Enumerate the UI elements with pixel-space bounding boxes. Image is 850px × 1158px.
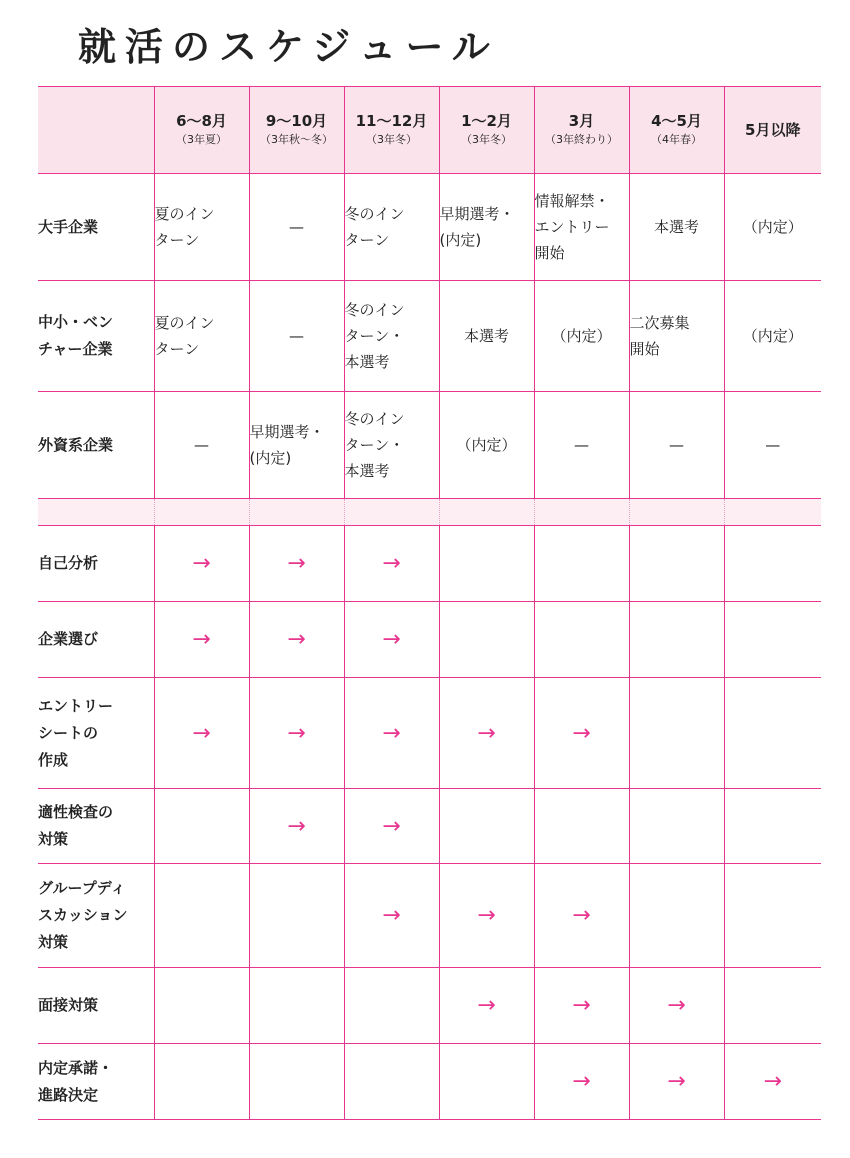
- month-header: 6〜8月 （3年夏）: [154, 87, 249, 174]
- corner-cell: [38, 87, 154, 174]
- company-type-label: 大手企業: [38, 174, 154, 281]
- timeline-cell: [439, 864, 534, 968]
- month-header: 3月 （3年終わり）: [534, 87, 629, 174]
- timeline-cell: [724, 678, 821, 789]
- timeline-cell: [439, 789, 534, 864]
- timeline-cell: [629, 968, 724, 1044]
- timeline-cell: [534, 678, 629, 789]
- schedule-cell: 本選考: [629, 174, 724, 281]
- spacer-row: [38, 499, 821, 526]
- schedule-cell: 夏のイン ターン: [154, 174, 249, 281]
- company-row: [38, 174, 821, 281]
- timeline-cell: [534, 602, 629, 678]
- timeline-cell: [439, 968, 534, 1044]
- timeline-cell: [344, 678, 439, 789]
- timeline-cell: [344, 1044, 439, 1120]
- schedule-cell: 本選考: [439, 281, 534, 392]
- timeline-cell: [154, 968, 249, 1044]
- month-header: 9〜10月 （3年秋〜冬）: [249, 87, 344, 174]
- company-type-label: 外資系企業: [38, 392, 154, 499]
- timeline-cell: [154, 602, 249, 678]
- arrow-right-icon: →: [572, 1069, 591, 1094]
- spacer-cell: [38, 499, 154, 526]
- schedule-cell: （内定）: [724, 281, 821, 392]
- timeline-cell: [154, 864, 249, 968]
- timeline-cell: [344, 526, 439, 602]
- arrow-right-icon: →: [192, 720, 211, 746]
- company-row: [38, 392, 821, 499]
- schedule-cell: —: [629, 392, 724, 499]
- spacer-cell: [629, 499, 724, 526]
- schedule-cell: 早期選考・ (内定): [439, 174, 534, 281]
- timeline-cell: [249, 678, 344, 789]
- timeline-cell: [249, 864, 344, 968]
- timeline-cell: [439, 602, 534, 678]
- timeline-cell: [439, 678, 534, 789]
- timeline-cell: [534, 526, 629, 602]
- arrow-right-icon: →: [572, 993, 591, 1018]
- arrow-right-icon: →: [382, 813, 401, 839]
- spacer-cell: [534, 499, 629, 526]
- schedule-cell: 夏のイン ターン: [154, 281, 249, 392]
- timeline-cell: [249, 526, 344, 602]
- spacer-cell: [249, 499, 344, 526]
- task-label: エントリー シートの 作成: [38, 678, 154, 789]
- timeline-cell: [439, 1044, 534, 1120]
- arrow-right-icon: →: [382, 720, 401, 746]
- timeline-cell: [344, 864, 439, 968]
- timeline-cell: [534, 1044, 629, 1120]
- spacer-cell: [439, 499, 534, 526]
- arrow-right-icon: →: [287, 627, 306, 652]
- arrow-right-icon: →: [382, 627, 401, 652]
- task-label: 企業選び: [38, 602, 154, 678]
- timeline-cell: [534, 789, 629, 864]
- schedule-cell: —: [249, 174, 344, 281]
- arrow-right-icon: →: [572, 903, 591, 928]
- month-header: 4〜5月 （4年春）: [629, 87, 724, 174]
- timeline-cell: [629, 864, 724, 968]
- arrow-right-icon: →: [382, 903, 401, 928]
- spacer-cell: [724, 499, 821, 526]
- timeline-cell: [154, 789, 249, 864]
- timeline-cell: [724, 602, 821, 678]
- timeline-cell: [439, 526, 534, 602]
- schedule-cell: 冬のイン ターン: [344, 174, 439, 281]
- schedule-cell: （内定）: [439, 392, 534, 499]
- schedule-cell: —: [724, 392, 821, 499]
- arrow-right-icon: →: [192, 551, 211, 576]
- arrow-right-icon: →: [477, 720, 496, 746]
- task-row: [38, 678, 821, 789]
- timeline-cell: [629, 678, 724, 789]
- page-title: 就活のスケジュール: [78, 25, 499, 69]
- timeline-cell: [724, 1044, 821, 1120]
- month-header: 1〜2月 （3年冬）: [439, 87, 534, 174]
- task-label: 自己分析: [38, 526, 154, 602]
- arrow-right-icon: →: [572, 720, 591, 746]
- task-row: [38, 1044, 821, 1120]
- schedule-cell: 二次募集 開始: [629, 281, 724, 392]
- timeline-cell: [249, 968, 344, 1044]
- timeline-cell: [249, 789, 344, 864]
- schedule-cell: 冬のイン ターン・ 本選考: [344, 392, 439, 499]
- schedule-cell: —: [154, 392, 249, 499]
- schedule-cell: 早期選考・ (内定): [249, 392, 344, 499]
- schedule-cell: （内定）: [724, 174, 821, 281]
- schedule-cell: 情報解禁・ エントリー 開始: [534, 174, 629, 281]
- timeline-cell: [629, 526, 724, 602]
- timeline-cell: [344, 968, 439, 1044]
- schedule-cell: —: [249, 281, 344, 392]
- task-label: 面接対策: [38, 968, 154, 1044]
- timeline-cell: [629, 1044, 724, 1120]
- schedule-cell: （内定）: [534, 281, 629, 392]
- timeline-cell: [534, 864, 629, 968]
- month-header: 11〜12月 （3年冬）: [344, 87, 439, 174]
- company-type-label: 中小・ベン チャー企業: [38, 281, 154, 392]
- spacer-cell: [154, 499, 249, 526]
- timeline-cell: [629, 602, 724, 678]
- timeline-cell: [629, 789, 724, 864]
- arrow-right-icon: →: [287, 813, 306, 839]
- task-label: 内定承諾・ 進路決定: [38, 1044, 154, 1120]
- task-label: グループディ スカッション 対策: [38, 864, 154, 968]
- timeline-cell: [154, 1044, 249, 1120]
- timeline-cell: [154, 678, 249, 789]
- month-header: 5月以降: [724, 87, 821, 174]
- timeline-cell: [724, 789, 821, 864]
- timeline-cell: [724, 968, 821, 1044]
- schedule-table: [38, 86, 821, 1120]
- spacer-cell: [344, 499, 439, 526]
- arrow-right-icon: →: [763, 1069, 782, 1094]
- task-row: [38, 789, 821, 864]
- company-row: [38, 281, 821, 392]
- arrow-right-icon: →: [192, 627, 211, 652]
- task-label: 適性検査の 対策: [38, 789, 154, 864]
- timeline-cell: [724, 864, 821, 968]
- timeline-cell: [344, 602, 439, 678]
- task-row: [38, 526, 821, 602]
- task-row: [38, 602, 821, 678]
- task-row: [38, 968, 821, 1044]
- arrow-right-icon: →: [287, 720, 306, 746]
- timeline-cell: [344, 789, 439, 864]
- timeline-cell: [249, 1044, 344, 1120]
- header-row: [38, 87, 821, 174]
- arrow-right-icon: →: [667, 1069, 686, 1094]
- task-row: [38, 864, 821, 968]
- arrow-right-icon: →: [477, 903, 496, 928]
- timeline-cell: [534, 968, 629, 1044]
- arrow-right-icon: →: [477, 993, 496, 1018]
- arrow-right-icon: →: [287, 551, 306, 576]
- schedule-cell: 冬のイン ターン・ 本選考: [344, 281, 439, 392]
- arrow-right-icon: →: [667, 993, 686, 1018]
- schedule-cell: —: [534, 392, 629, 499]
- timeline-cell: [249, 602, 344, 678]
- timeline-cell: [724, 526, 821, 602]
- arrow-right-icon: →: [382, 551, 401, 576]
- timeline-cell: [154, 526, 249, 602]
